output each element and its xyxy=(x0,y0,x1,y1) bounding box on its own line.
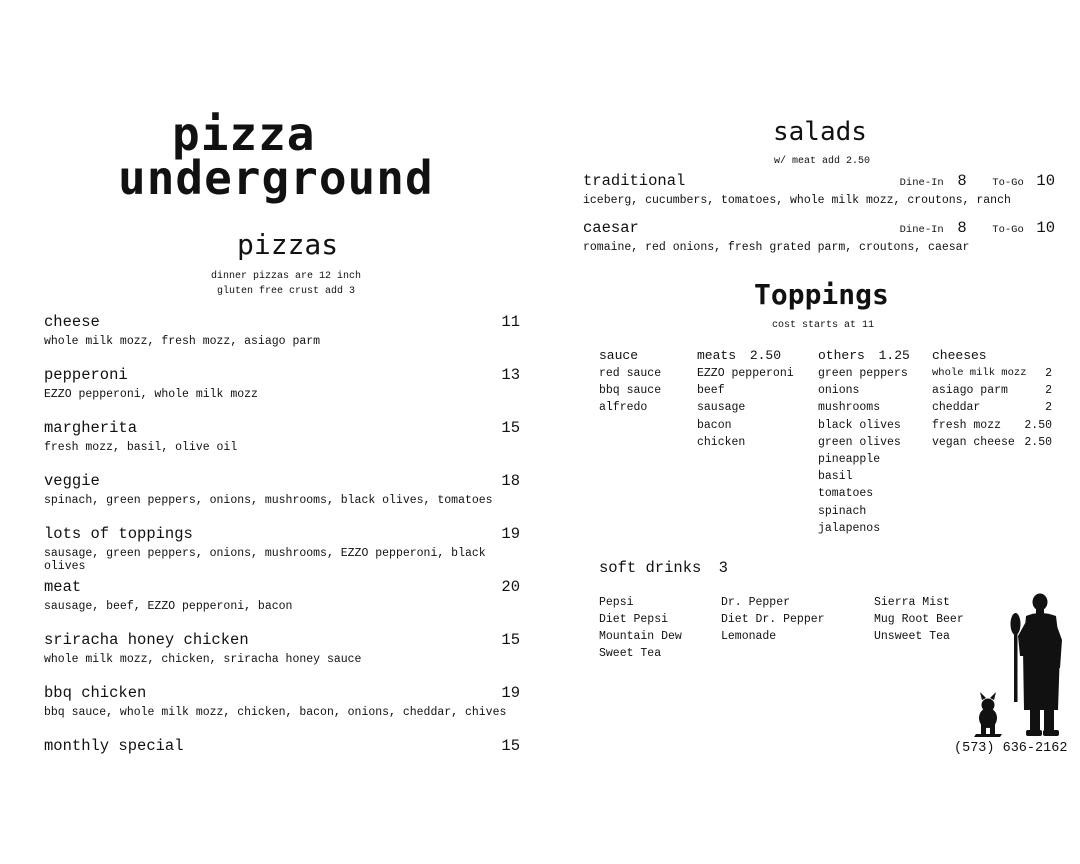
topping-item: basil xyxy=(818,470,853,484)
pizza-name: sriracha honey chicken xyxy=(44,631,249,649)
pizza-item xyxy=(44,313,520,348)
topping-item: spinach xyxy=(818,504,867,518)
toppings-title: Toppings xyxy=(754,278,889,311)
others-heading: others xyxy=(818,348,865,363)
pizza-price: 11 xyxy=(501,313,520,331)
drinks-column-1 xyxy=(599,594,714,662)
drink-item: Unsweet Tea xyxy=(874,630,950,643)
cheese-topping-name: fresh mozz xyxy=(932,418,1002,432)
cheese-topping-name: asiago parm xyxy=(932,384,1008,398)
drinks-price: 3 xyxy=(718,559,728,577)
topping-item: bbq sauce xyxy=(599,384,662,398)
pizza-price: 19 xyxy=(501,684,520,702)
to-go-price: 10 xyxy=(1036,172,1055,190)
to-go-label: To-Go xyxy=(992,224,1024,236)
pizza-item xyxy=(44,419,520,454)
pizza-name: margherita xyxy=(44,419,138,437)
cheese-topping xyxy=(932,382,1052,399)
topping-item: green peppers xyxy=(818,367,908,380)
pizza-name: cheese xyxy=(44,313,100,331)
topping-item: mushrooms xyxy=(818,401,881,415)
pizza-price: 19 xyxy=(501,525,520,543)
pizza-item xyxy=(44,737,520,755)
topping-item: alfredo xyxy=(599,401,648,415)
pizza-desc: whole milk mozz, chicken, sriracha honey sauce xyxy=(44,653,362,666)
topping-item: onions xyxy=(818,384,860,398)
pizza-item xyxy=(44,525,520,573)
salad-item xyxy=(583,172,1055,207)
pizza-price: 15 xyxy=(501,419,520,437)
toppings-sauce-column xyxy=(599,347,689,417)
salad-prices xyxy=(900,172,1055,190)
topping-item: sausage xyxy=(697,401,746,415)
pizza-name: pepperoni xyxy=(44,366,128,384)
cheese-topping-name: vegan cheese xyxy=(932,435,1015,449)
pizza-item xyxy=(44,472,520,507)
cheeses-heading: cheeses xyxy=(932,348,987,363)
drink-item: Sierra Mist xyxy=(874,596,950,609)
meats-price: 2.50 xyxy=(749,348,782,363)
salad-name: caesar xyxy=(583,219,639,237)
pizza-item xyxy=(44,631,520,666)
pizza-desc: whole milk mozz, fresh mozz, asiago parm xyxy=(44,335,321,348)
pizza-price: 15 xyxy=(501,631,520,649)
topping-item: green olives xyxy=(818,435,901,449)
pizza-price: 13 xyxy=(501,366,520,384)
sauce-heading: sauce xyxy=(599,348,639,363)
cheese-topping xyxy=(932,365,1052,382)
drink-item: Sweet Tea xyxy=(599,647,662,660)
topping-item: black olives xyxy=(818,418,901,432)
cheese-topping-price: 2 xyxy=(1045,367,1052,380)
pizza-desc: EZZO pepperoni, whole milk mozz xyxy=(44,388,258,401)
salads-title: salads xyxy=(773,117,867,147)
cheese-topping-price: 2.50 xyxy=(1024,435,1052,449)
salad-prices xyxy=(900,219,1055,237)
dine-in-label: Dine-In xyxy=(899,177,944,189)
dine-in-label: Dine-In xyxy=(899,224,944,236)
cheese-topping xyxy=(932,434,1052,451)
drink-item: Mountain Dew xyxy=(599,630,682,643)
others-price: 1.25 xyxy=(878,348,910,363)
pizza-price: 18 xyxy=(501,472,520,490)
pizza-item xyxy=(44,366,520,401)
pizza-item xyxy=(44,578,520,613)
pizzas-title: pizzas xyxy=(237,228,339,261)
dine-in-price: 8 xyxy=(957,172,967,190)
topping-item: pineapple xyxy=(818,453,881,467)
meats-heading-row xyxy=(697,347,812,365)
brand-line-1: pizza xyxy=(172,107,316,161)
salad-desc: romaine, red onions, fresh grated parm, croutons, caesar xyxy=(583,241,970,254)
pizza-name: meat xyxy=(44,578,82,596)
salad-item xyxy=(583,219,1055,254)
toppings-meats-column xyxy=(697,347,812,451)
dine-in-price: 8 xyxy=(957,219,967,237)
drinks-title: soft drinks xyxy=(599,559,702,577)
pizza-name: veggie xyxy=(44,472,100,490)
topping-item: jalapenos xyxy=(818,521,881,535)
pizza-desc: sausage, green peppers, onions, mushrooms, EZZO pepperoni, black olives xyxy=(44,547,486,573)
pizza-desc: spinach, green peppers, onions, mushrooms, black olives, tomatoes xyxy=(44,494,493,507)
toppings-others-column xyxy=(818,347,928,537)
topping-item: beef xyxy=(697,384,725,398)
toppings-cheeses-column xyxy=(932,347,1052,451)
topping-item: tomatoes xyxy=(818,487,874,501)
salad-name: traditional xyxy=(583,172,686,190)
drink-item: Diet Pepsi xyxy=(599,613,669,626)
cheese-topping-name: cheddar xyxy=(932,401,981,415)
topping-item: bacon xyxy=(697,418,732,432)
cheese-topping-price: 2 xyxy=(1045,384,1052,398)
meats-heading: meats xyxy=(697,348,737,363)
topping-item: chicken xyxy=(697,435,746,449)
cheese-topping-price: 2 xyxy=(1045,401,1052,415)
drink-item: Mug Root Beer xyxy=(874,613,964,626)
to-go-label: To-Go xyxy=(992,177,1024,189)
drink-item: Dr. Pepper xyxy=(721,596,791,609)
pizza-desc: bbq sauce, whole milk mozz, chicken, bacon, onions, cheddar, chives xyxy=(44,706,507,719)
pizza-name: lots of toppings xyxy=(44,525,193,543)
cheese-topping xyxy=(932,417,1052,434)
pizzas-note-gluten: gluten free crust add 3 xyxy=(216,286,356,297)
drinks-column-2 xyxy=(721,594,861,645)
drink-item: Diet Dr. Pepper xyxy=(721,613,825,626)
toppings-note: cost starts at 11 xyxy=(771,320,875,331)
drink-item: Pepsi xyxy=(599,596,634,609)
salads-note: w/ meat add 2.50 xyxy=(773,156,870,167)
cheese-topping-name: whole milk mozz xyxy=(932,367,1027,379)
pizza-name: monthly special xyxy=(44,737,184,755)
others-heading-row xyxy=(818,347,928,365)
drink-item: Lemonade xyxy=(721,630,777,643)
cheese-topping xyxy=(932,399,1052,416)
pizza-name: bbq chicken xyxy=(44,684,147,702)
pizza-price: 15 xyxy=(501,737,520,755)
topping-item: EZZO pepperoni xyxy=(697,367,794,380)
topping-item: red sauce xyxy=(599,367,662,380)
pizza-desc: sausage, beef, EZZO pepperoni, bacon xyxy=(44,600,293,613)
phone-number: (573) 636-2162 xyxy=(954,741,1068,756)
pizza-item xyxy=(44,684,520,719)
chef-and-dog-silhouette-icon xyxy=(968,588,1072,740)
cheese-topping-price: 2.50 xyxy=(1024,418,1052,432)
pizza-desc: fresh mozz, basil, olive oil xyxy=(44,441,238,454)
to-go-price: 10 xyxy=(1036,219,1055,237)
pizzas-note-size: dinner pizzas are 12 inch xyxy=(210,271,362,282)
pizza-price: 20 xyxy=(501,578,520,596)
salad-desc: iceberg, cucumbers, tomatoes, whole milk mozz, croutons, ranch xyxy=(583,194,1011,207)
drinks-heading-row xyxy=(599,558,728,578)
brand-line-2: underground xyxy=(118,151,434,205)
